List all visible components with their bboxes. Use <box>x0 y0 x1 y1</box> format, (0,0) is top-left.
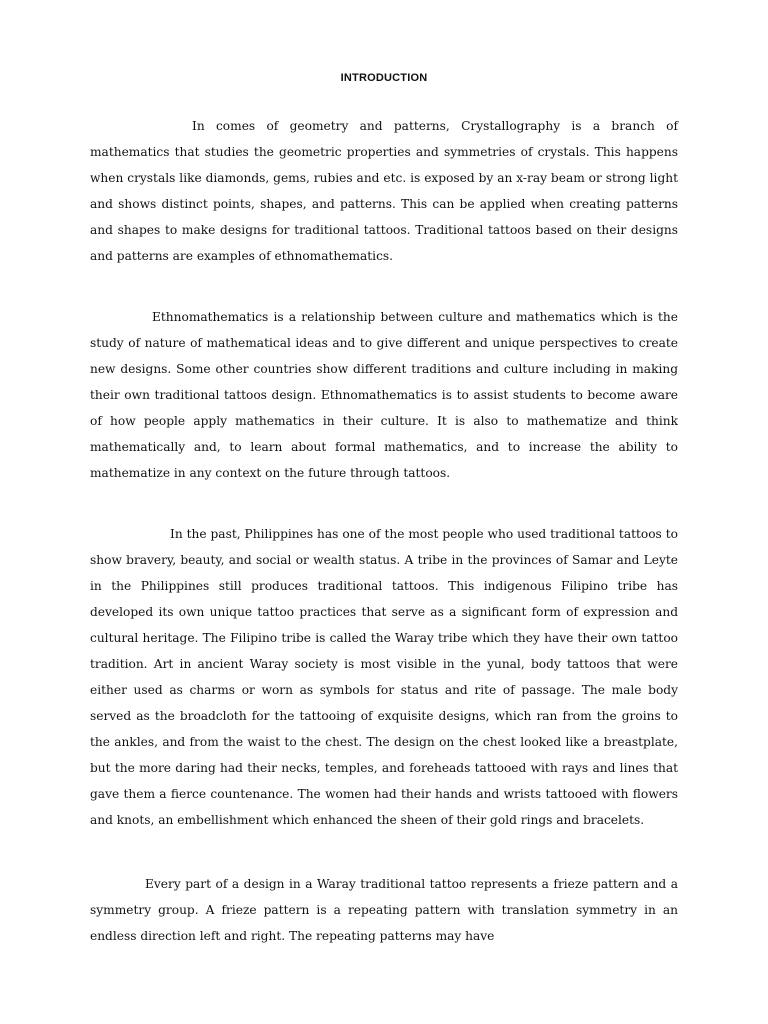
paragraph-ethnomathematics: Ethnomathematics is a relationship between culture and mathematics which is the study of nature of mathematical ideas and to give different and unique perspectives to create new designs. Some other countries show different traditions and culture including in making their own traditional tattoos design. Ethnomathematics is to assist students to become aware of how people apply mathematics in their culture. It is also to mathematize and think mathematically and, to learn about formal mathematics, and to increase the ability to mathematize in any context on the future through tattoos. <box>90 310 678 480</box>
paragraph-frieze-pattern: Every part of a design in a Waray traditional tattoo represents a frieze pattern and a symmetry group. A frieze pattern is a repeating pattern with translation symmetry in an endless direction left and right. The repeating patterns may have <box>90 877 678 943</box>
page-title: INTRODUCTION <box>340 72 428 84</box>
paragraph-crystallography: In comes of geometry and patterns, Crystallography is a branch of mathematics that studies the geometric properties and symmetries of crystals. This happens when crystals like diamonds, gems, rubies and etc. is exposed by an x-ray beam or strong light and shows distinct points, shapes, and patterns. This can be applied when creating patterns and shapes to make designs for traditional tattoos. Traditional tattoos based on their designs and patterns are examples of ethnomathematics. <box>90 119 678 263</box>
paragraph-waray-tribe: In the past, Philippines has one of the most people who used traditional tattoos to show bravery, beauty, and social or wealth status. A tribe in the provinces of Samar and Leyte in the Philippines still produces traditional tattoos. This indigenous Filipino tribe has developed its own unique tattoo practices that serve as a significant form of expression and cultural heritage. The Filipino tribe is called the Waray tribe which they have their own tattoo tradition. Art in ancient Waray society is most visible in the yunal, body tattoos that were either used as charms or worn as symbols for status and rite of passage. The male body served as the broadcloth for the tattooing of exquisite designs, which ran from the groins to the ankles, and from the waist to the chest. The design on the chest looked like a breastplate, but the more daring had their necks, temples, and foreheads tattooed with rays and lines that gave them a fierce countenance. The women had their hands and wrists tattooed with flowers and knots, an embellishment which enhanced the sheen of their gold rings and bracelets. <box>90 527 678 827</box>
